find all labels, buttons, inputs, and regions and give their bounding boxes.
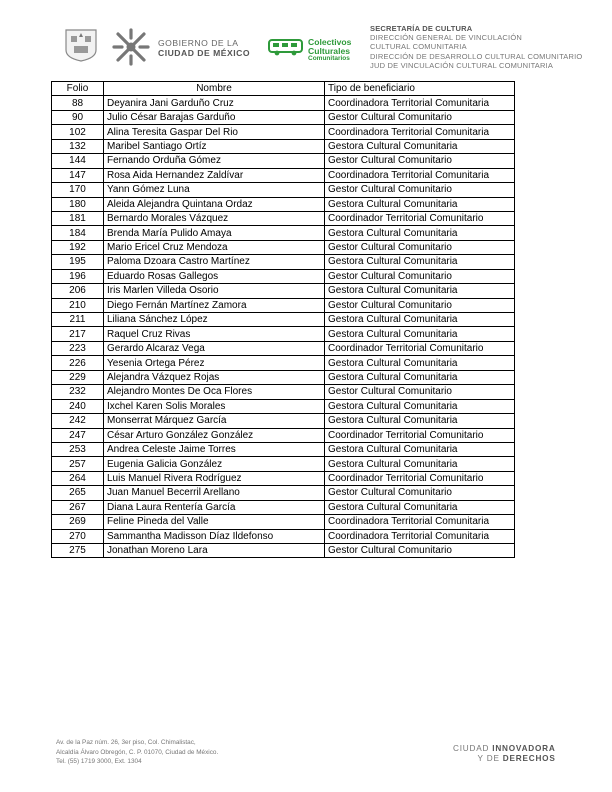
- cell-nombre: Rosa Aida Hernandez Zaldívar: [104, 168, 325, 182]
- table-row: [52, 471, 515, 485]
- cell-tipo: Coordinadora Territorial Comunitaria: [325, 515, 515, 529]
- cell-tipo: Coordinador Territorial Comunitario: [325, 428, 515, 442]
- cell-nombre: Feline Pineda del Valle: [104, 515, 325, 529]
- cell-nombre: Bernardo Morales Vázquez: [104, 211, 325, 225]
- cell-nombre: Diego Fernán Martínez Zamora: [104, 298, 325, 312]
- cell-tipo: Gestora Cultural Comunitaria: [325, 139, 515, 153]
- secretaria-line: CULTURAL COMUNITARIA: [370, 42, 467, 52]
- cell-folio: 88: [52, 96, 104, 110]
- table-row: [52, 327, 515, 341]
- table-row: [52, 211, 515, 225]
- table-row: [52, 298, 515, 312]
- gobierno-line-2: CIUDAD DE MÉXICO: [158, 48, 251, 58]
- cell-folio: 264: [52, 471, 104, 485]
- cell-nombre: Eduardo Rosas Gallegos: [104, 269, 325, 283]
- cell-folio: 181: [52, 211, 104, 225]
- cell-folio: 265: [52, 486, 104, 500]
- colectivos-line-2: Culturales: [308, 45, 351, 56]
- table-row: [52, 428, 515, 442]
- cell-folio: 211: [52, 313, 104, 327]
- table-row: [52, 168, 515, 182]
- cell-tipo: Coordinadora Territorial Comunitaria: [325, 168, 515, 182]
- footer-slogan: [453, 744, 556, 764]
- slogan-word: CIUDAD: [453, 744, 493, 753]
- cell-folio: 206: [52, 284, 104, 298]
- cell-folio: 196: [52, 269, 104, 283]
- cell-nombre: Julio César Barajas Garduño: [104, 110, 325, 124]
- cell-tipo: Gestora Cultural Comunitaria: [325, 500, 515, 514]
- table-row: [52, 255, 515, 269]
- cell-nombre: Paloma Dzoara Castro Martínez: [104, 255, 325, 269]
- cell-folio: 170: [52, 183, 104, 197]
- cell-tipo: Gestora Cultural Comunitaria: [325, 226, 515, 240]
- slogan-line-2: [453, 754, 556, 764]
- table-row: [52, 370, 515, 384]
- cell-folio: 195: [52, 255, 104, 269]
- cell-nombre: Andrea Celeste Jaime Torres: [104, 442, 325, 456]
- cell-tipo: Gestora Cultural Comunitaria: [325, 414, 515, 428]
- cdmx-shield-icon: [62, 28, 100, 62]
- cell-nombre: Ixchel Karen Solis Morales: [104, 399, 325, 413]
- gobierno-cdmx-text: [158, 38, 250, 58]
- cell-tipo: Gestor Cultural Comunitario: [325, 385, 515, 399]
- colectivos-line-1: Colectivos: [308, 37, 352, 47]
- cell-folio: 232: [52, 385, 104, 399]
- cell-folio: 184: [52, 226, 104, 240]
- cell-tipo: Gestor Cultural Comunitario: [325, 154, 515, 168]
- cell-nombre: Yesenia Ortega Pérez: [104, 356, 325, 370]
- colectivos-line-3: Comunitarios: [308, 55, 350, 62]
- cell-tipo: Coordinador Territorial Comunitario: [325, 211, 515, 225]
- secretaria-line: DIRECCIÓN DE DESARROLLO CULTURAL COMUNITARIO: [370, 51, 583, 61]
- cell-tipo: Gestora Cultural Comunitaria: [325, 356, 515, 370]
- cell-tipo: Gestora Cultural Comunitaria: [325, 370, 515, 384]
- cell-tipo: Gestor Cultural Comunitario: [325, 110, 515, 124]
- cell-folio: 223: [52, 341, 104, 355]
- cell-nombre: Sammantha Madisson Díaz Ildefonso: [104, 529, 325, 543]
- cell-tipo: Gestor Cultural Comunitario: [325, 486, 515, 500]
- table-row: [52, 515, 515, 529]
- table-row: [52, 442, 515, 456]
- table-header-row: [52, 82, 515, 96]
- cell-tipo: Gestora Cultural Comunitaria: [325, 284, 515, 298]
- cell-nombre: Alejandra Vázquez Rojas: [104, 370, 325, 384]
- table-row: [52, 457, 515, 471]
- cell-tipo: Gestora Cultural Comunitaria: [325, 442, 515, 456]
- table-row: [52, 356, 515, 370]
- table-body: [52, 96, 515, 558]
- table-row: [52, 240, 515, 254]
- header-folio: Folio: [52, 82, 104, 96]
- slogan-line-1: [453, 744, 556, 754]
- cell-folio: 144: [52, 154, 104, 168]
- slogan-word: Y DE: [477, 754, 503, 763]
- table-row: [52, 341, 515, 355]
- gobierno-cdmx-logo-icon: [110, 26, 152, 68]
- cell-nombre: Monserrat Márquez García: [104, 414, 325, 428]
- cell-nombre: Diana Laura Rentería García: [104, 500, 325, 514]
- address-line: Av. de la Paz núm. 26, 3er piso, Col. Chimalistac,: [56, 739, 196, 746]
- table-row: [52, 110, 515, 124]
- table-row: [52, 139, 515, 153]
- cell-folio: 253: [52, 442, 104, 456]
- secretaria-block: [370, 24, 582, 70]
- colectivos-bus-logo-icon: [268, 38, 304, 56]
- cell-folio: 192: [52, 240, 104, 254]
- cell-nombre: Maribel Santiago Ortíz: [104, 139, 325, 153]
- page-header: [0, 0, 612, 80]
- cell-nombre: Deyanira Jani Garduño Cruz: [104, 96, 325, 110]
- cell-folio: 247: [52, 428, 104, 442]
- cell-nombre: Iris Marlen Villeda Osorio: [104, 284, 325, 298]
- table-row: [52, 183, 515, 197]
- colectivos-text: [308, 38, 351, 64]
- slogan-word-bold: DERECHOS: [502, 754, 556, 763]
- cell-tipo: Gestora Cultural Comunitaria: [325, 399, 515, 413]
- cell-nombre: Luis Manuel Rivera Rodríguez: [104, 471, 325, 485]
- cell-tipo: Coordinadora Territorial Comunitaria: [325, 529, 515, 543]
- beneficiarios-table: [51, 81, 515, 558]
- table-row: [52, 313, 515, 327]
- table-row: [52, 269, 515, 283]
- secretaria-line: JUD DE VINCULACIÓN CULTURAL COMUNITARIA: [370, 60, 554, 70]
- footer-address: [56, 738, 218, 767]
- cell-folio: 147: [52, 168, 104, 182]
- cell-folio: 217: [52, 327, 104, 341]
- cell-tipo: Gestora Cultural Comunitaria: [325, 313, 515, 327]
- header-tipo: Tipo de beneficiario: [325, 82, 515, 96]
- table-row: [52, 284, 515, 298]
- table-row: [52, 414, 515, 428]
- table-row: [52, 500, 515, 514]
- cell-folio: 180: [52, 197, 104, 211]
- cell-tipo: Gestor Cultural Comunitario: [325, 183, 515, 197]
- cell-nombre: Eugenia Galicia González: [104, 457, 325, 471]
- table-row: [52, 125, 515, 139]
- cell-folio: 257: [52, 457, 104, 471]
- table-row: [52, 197, 515, 211]
- cell-nombre: Brenda María Pulido Amaya: [104, 226, 325, 240]
- cell-tipo: Gestor Cultural Comunitario: [325, 544, 515, 558]
- cell-nombre: Alejandro Montes De Oca Flores: [104, 385, 325, 399]
- slogan-word-bold: INNOVADORA: [492, 744, 556, 753]
- cell-tipo: Coordinador Territorial Comunitario: [325, 471, 515, 485]
- cell-tipo: Coordinador Territorial Comunitario: [325, 341, 515, 355]
- cell-tipo: Gestora Cultural Comunitaria: [325, 457, 515, 471]
- cell-folio: 270: [52, 529, 104, 543]
- cell-tipo: Coordinadora Territorial Comunitaria: [325, 125, 515, 139]
- cell-nombre: Raquel Cruz Rivas: [104, 327, 325, 341]
- cell-folio: 90: [52, 110, 104, 124]
- cell-nombre: Juan Manuel Becerril Arellano: [104, 486, 325, 500]
- cell-tipo: Gestora Cultural Comunitaria: [325, 255, 515, 269]
- table-row: [52, 385, 515, 399]
- cell-tipo: Gestora Cultural Comunitaria: [325, 197, 515, 211]
- cell-folio: 132: [52, 139, 104, 153]
- cell-tipo: Gestor Cultural Comunitario: [325, 269, 515, 283]
- cell-nombre: Alina Teresita Gaspar Del Rio: [104, 125, 325, 139]
- cell-folio: 229: [52, 370, 104, 384]
- cell-tipo: Gestor Cultural Comunitario: [325, 298, 515, 312]
- cell-nombre: Mario Ericel Cruz Mendoza: [104, 240, 325, 254]
- table-row: [52, 399, 515, 413]
- cell-folio: 210: [52, 298, 104, 312]
- cell-nombre: Aleida Alejandra Quintana Ordaz: [104, 197, 325, 211]
- cell-nombre: Liliana Sánchez López: [104, 313, 325, 327]
- cell-folio: 267: [52, 500, 104, 514]
- table-row: [52, 96, 515, 110]
- cell-nombre: Fernando Orduña Gómez: [104, 154, 325, 168]
- address-line: Alcaldía Álvaro Obregón, C. P. 01070, Ciudad de México.: [56, 748, 219, 756]
- cell-nombre: César Arturo González González: [104, 428, 325, 442]
- cell-folio: 242: [52, 414, 104, 428]
- cell-nombre: Yann Gómez Luna: [104, 183, 325, 197]
- table-row: [52, 529, 515, 543]
- cell-nombre: Gerardo Alcaraz Vega: [104, 341, 325, 355]
- table-row: [52, 544, 515, 558]
- cell-folio: 275: [52, 544, 104, 558]
- cell-folio: 240: [52, 399, 104, 413]
- secretaria-line: DIRECCIÓN GENERAL DE VINCULACIÓN: [370, 33, 522, 43]
- cell-folio: 269: [52, 515, 104, 529]
- cell-tipo: Gestor Cultural Comunitario: [325, 240, 515, 254]
- cell-tipo: Coordinadora Territorial Comunitaria: [325, 96, 515, 110]
- gobierno-line-1: GOBIERNO DE LA: [158, 38, 239, 48]
- cell-folio: 102: [52, 125, 104, 139]
- table-row: [52, 226, 515, 240]
- cell-nombre: Jonathan Moreno Lara: [104, 544, 325, 558]
- cell-folio: 226: [52, 356, 104, 370]
- address-line: Tel. (55) 1719 3000, Ext. 1304: [56, 758, 142, 766]
- table-row: [52, 486, 515, 500]
- secretaria-line: SECRETARÍA DE CULTURA: [370, 24, 473, 33]
- cell-tipo: Gestora Cultural Comunitaria: [325, 327, 515, 341]
- header-nombre: Nombre: [104, 82, 325, 96]
- table-row: [52, 154, 515, 168]
